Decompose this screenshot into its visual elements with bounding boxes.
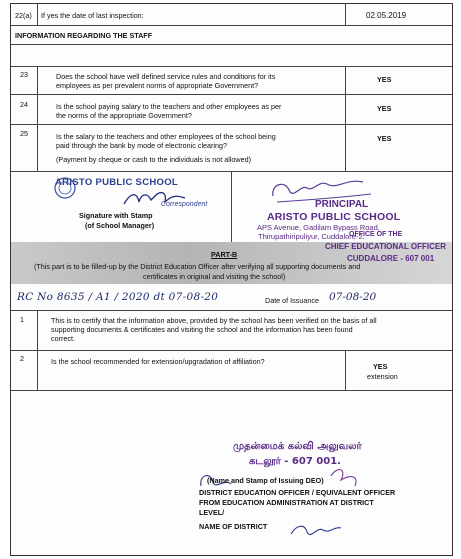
col-rule xyxy=(345,350,346,390)
question-text: Is the school paying salary to the teachers and other employees as per xyxy=(56,102,282,111)
principal-title: PRINCIPAL xyxy=(315,199,369,210)
question-text: Does the school have well defined service rules and conditions for its xyxy=(56,72,276,81)
row-number: 2 xyxy=(20,354,24,363)
row-number: 23 xyxy=(20,70,28,79)
answer-yes: YES xyxy=(373,362,388,371)
col-rule xyxy=(37,66,38,171)
partb-description: certificates in original and visiting the school) xyxy=(143,272,286,281)
question-text: the norms of the appropriate Government? xyxy=(56,111,192,120)
rule xyxy=(11,310,452,311)
certification-text: correct. xyxy=(51,334,75,343)
principal-school: ARISTO PUBLIC SCHOOL xyxy=(267,211,401,223)
form-page xyxy=(10,3,453,556)
manager-label: (of School Manager) xyxy=(85,221,155,230)
deo-stamp-tamil: முதன்மைக் கல்வி அலுவலர் xyxy=(233,441,362,452)
rule xyxy=(11,44,452,45)
reference-number: RC No 8635 / A1 / 2020 dt 07-08-20 xyxy=(17,291,219,303)
principal-address: Thirupathiripuliyur, Cuddalore-2. xyxy=(258,232,365,241)
col-rule xyxy=(37,4,38,25)
row-number: 24 xyxy=(20,100,28,109)
ceo-stamp-line: OFFICE OF THE xyxy=(349,231,403,238)
deo-stamp-city: கடலூர் - 607 001. xyxy=(249,456,341,467)
district-label: NAME OF DISTRICT xyxy=(199,522,268,531)
partb-title: PART-B xyxy=(211,250,238,259)
district-handwriting xyxy=(287,516,347,546)
rule xyxy=(11,350,452,351)
question-text: paid through the bank by mode of electronic clearing? xyxy=(56,141,228,150)
principal-address: APS Avenue, Gadilam Bypass Road, xyxy=(257,223,380,232)
col-rule xyxy=(345,66,346,171)
rule xyxy=(11,390,452,391)
question-text: If yes the date of last inspection: xyxy=(41,11,144,20)
issuance-date: 07-08-20 xyxy=(329,291,377,303)
question-text: Is the school recommended for extension/upgradation of affiliation? xyxy=(51,357,265,366)
deo-designation: DISTRICT EDUCATION OFFICER / EQUIVALENT OFFICER xyxy=(199,488,396,497)
rule xyxy=(11,124,452,125)
rule xyxy=(11,66,452,67)
deo-designation: FROM EDUCATION ADMINISTRATION AT DISTRICT xyxy=(199,498,374,507)
row-number: 25 xyxy=(20,129,28,138)
question-text: Is the salary to the teachers and other employees of the school being xyxy=(56,132,276,141)
rule xyxy=(11,25,452,26)
school-logo-seal xyxy=(51,176,81,200)
inspection-date: 02.05.2019 xyxy=(366,11,407,20)
manager-signature-label: Signature with Stamp xyxy=(79,211,153,220)
row-number: 1 xyxy=(20,315,24,324)
ceo-stamp-line: CHIEF EDUCATIONAL OFFICER xyxy=(325,242,447,251)
manager-stamp-school: ARISTO PUBLIC SCHOOL xyxy=(55,177,178,188)
col-rule xyxy=(37,310,38,390)
col-rule xyxy=(345,4,346,25)
question-text: employees as per prevalent norms of appropriate Government? xyxy=(56,81,259,90)
row-number: 22(a) xyxy=(15,11,32,20)
issuance-label: Date of Issuance xyxy=(265,296,319,305)
answer-yes: YES xyxy=(377,104,392,113)
col-rule xyxy=(231,171,232,242)
section-header: INFORMATION REGARDING THE STAFF xyxy=(15,31,153,40)
answer-yes: YES xyxy=(377,75,392,84)
certification-text: supporting documents & certificates and visiting the school and the information has been found xyxy=(51,325,353,334)
answer-yes: YES xyxy=(377,134,392,143)
ceo-stamp-line: CUDDALORE - 607 001 xyxy=(347,254,435,263)
answer-extension: extension xyxy=(367,372,398,381)
question-note: (Payment by cheque or cash to the individuals is not allowed) xyxy=(56,155,251,164)
certification-text: This is to certify that the information above, provided by the school has been verified on the basis of all xyxy=(51,316,377,325)
manager-stamp-role: Correspondent xyxy=(161,201,208,208)
deo-label: (Name and Stamp of Issuing DEO) xyxy=(207,476,324,485)
rule xyxy=(11,94,452,95)
partb-description: (This part is to be filled-up by the District Education Officer after verifying all supporting documents and xyxy=(34,262,361,271)
deo-designation: LEVEL/ xyxy=(199,508,225,517)
